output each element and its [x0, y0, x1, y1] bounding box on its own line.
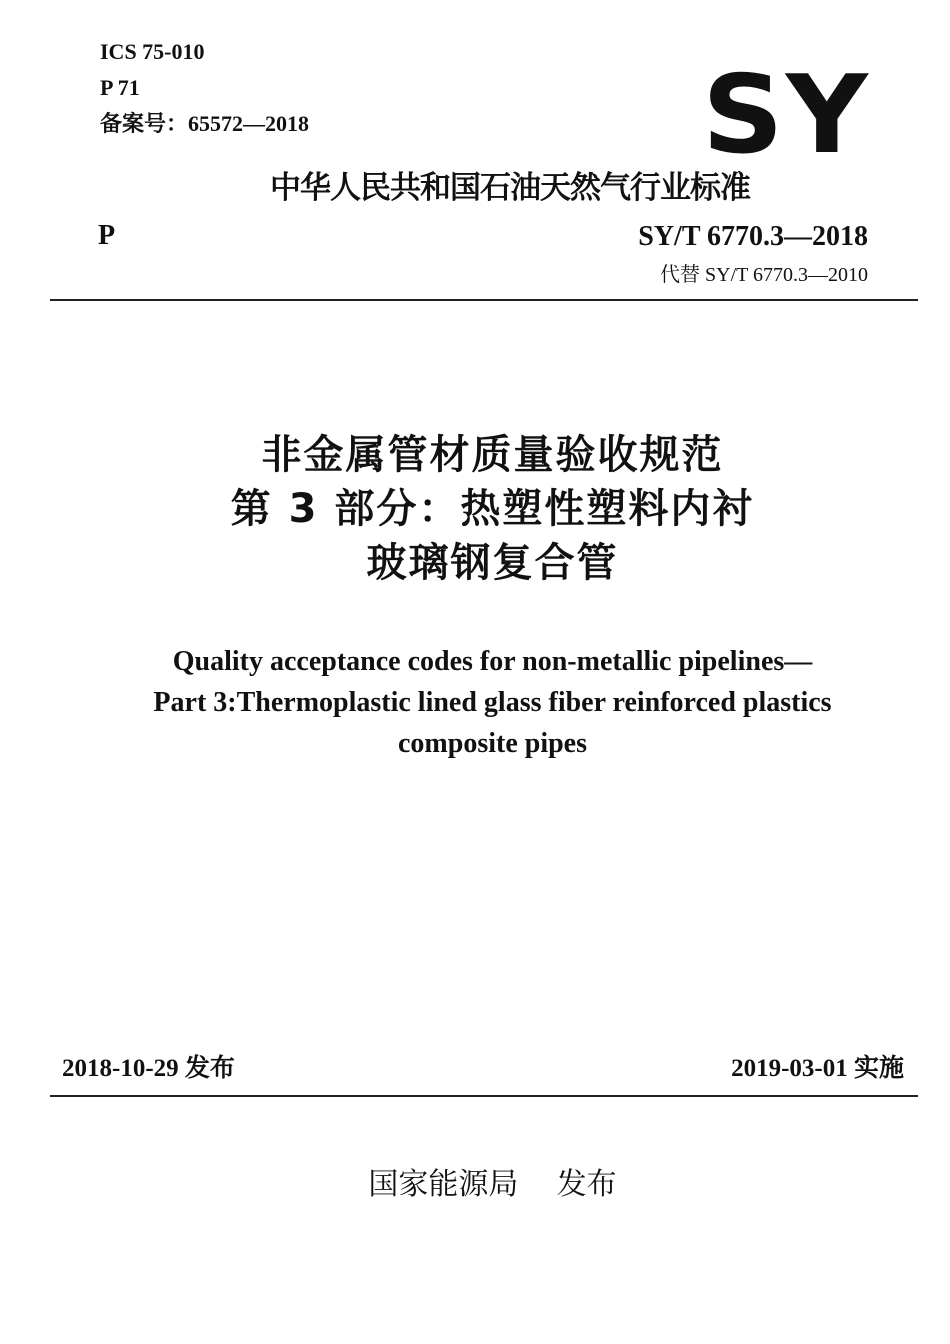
issue-date: 2018-10-29 发布: [62, 1055, 235, 1082]
implementation-date: 2019-03-01 实施: [731, 1055, 904, 1082]
chinese-title-line-1: 非金属管材质量验收规范: [261, 432, 724, 478]
category-code: P 71: [100, 75, 140, 100]
english-title-line-3: composite pipes: [398, 728, 587, 759]
record-separator: ：: [166, 111, 189, 136]
english-title-line-1: Quality acceptance codes for non-metallic pipelines—: [172, 646, 813, 677]
replaces-standard: 代替 SY/T 6770.3—2010: [660, 264, 868, 286]
record-number-line: [100, 111, 309, 137]
classification-letter: P: [98, 220, 116, 251]
chinese-title-line-2: 第 3 部分：热塑性塑料内衬: [230, 486, 755, 532]
standard-number: SY/T 6770.3—2018: [638, 221, 868, 252]
industry-standard-title: 中华人民共和国石油天然气行业标准: [270, 170, 750, 206]
bottom-divider: [50, 1095, 918, 1097]
top-divider: [50, 299, 918, 301]
chinese-title-line-3: 玻璃钢复合管: [366, 540, 619, 586]
english-title-line-2: Part 3:Thermoplastic lined glass fiber reinforced plastics: [153, 687, 832, 718]
sy-logo: SY: [702, 53, 870, 178]
record-number: 65572—2018: [188, 111, 310, 136]
publisher: 国家能源局 发布: [368, 1167, 617, 1202]
ics-code: ICS 75-010: [100, 39, 205, 64]
record-label: 备案号: [100, 111, 167, 136]
